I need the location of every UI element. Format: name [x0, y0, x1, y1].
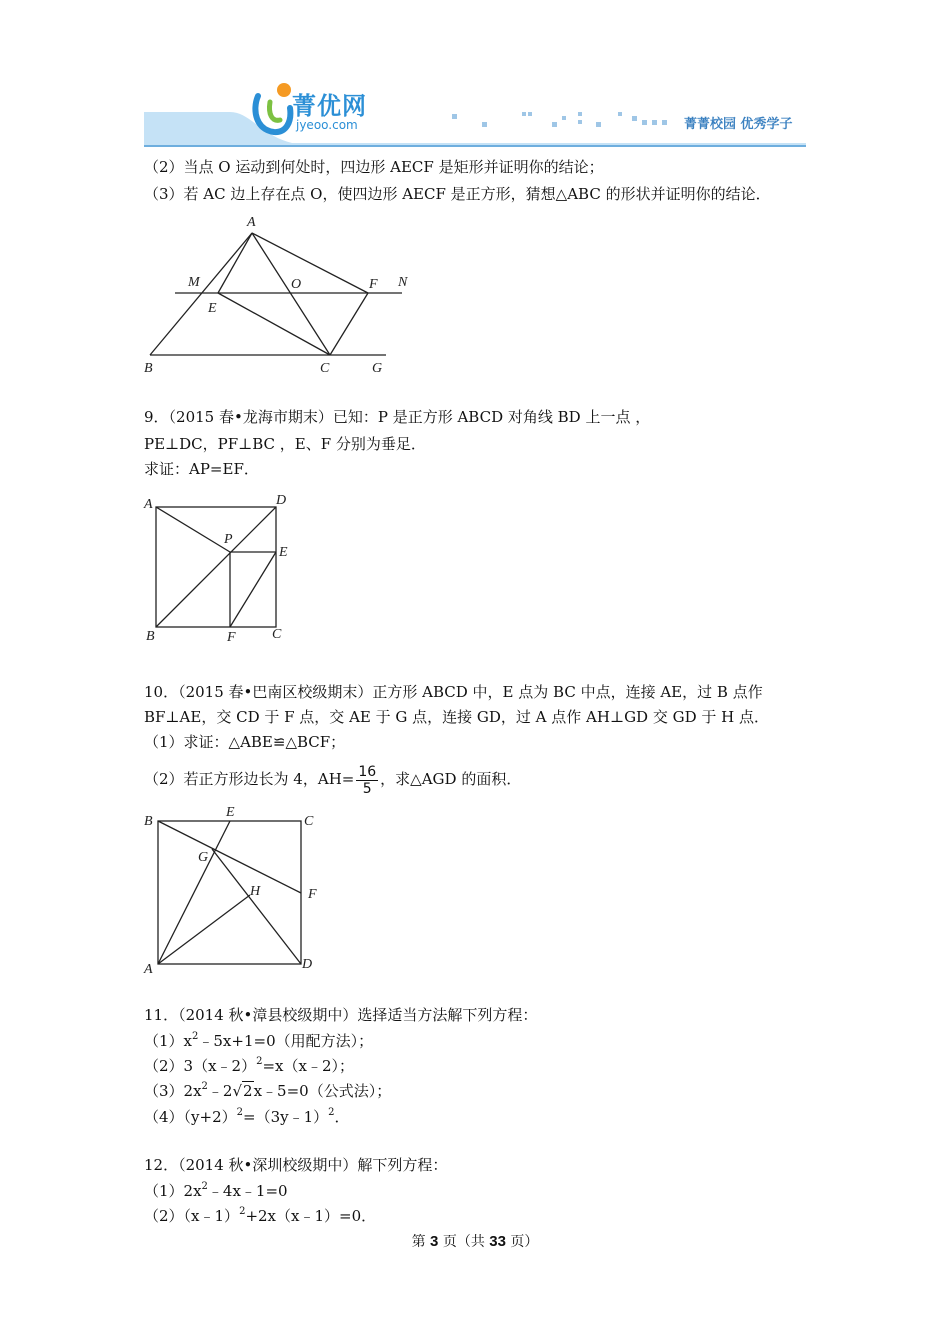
q10-label-a: A	[144, 962, 153, 977]
q10-label-d: D	[302, 957, 313, 972]
q8-label-a: A	[247, 215, 256, 230]
q12-p2-a: （2）（x﹣1）	[144, 1207, 240, 1225]
q10-label-g: G	[198, 850, 209, 865]
q12-p2-b: +2x（x﹣1）=0．	[245, 1207, 377, 1225]
q8-label-f: F	[369, 277, 378, 292]
q10-line3: （1）求证：△ABE≌△BCF；	[144, 733, 346, 751]
header-slogan: 菁菁校园 优秀学子	[684, 117, 793, 132]
q8-part3: （3）若 AC 边上存在点 O，使四边形 AECF 是正方形，猜想△ABC 的形状并证明你的结论．	[144, 185, 771, 203]
q10-label-e: E	[226, 805, 235, 820]
q9-line2: PE⊥DC，PF⊥BC ，E、F 分别为垂足．	[144, 435, 426, 453]
q11-p1-b: ﹣5x+1=0（用配方法）；	[198, 1032, 374, 1050]
q9-label-b: B	[146, 629, 155, 644]
footer-pre: 第	[411, 1234, 431, 1250]
q11-part4	[144, 1107, 350, 1127]
q8-label-m: M	[188, 275, 200, 290]
q10-frac-den: 5	[362, 780, 372, 797]
brand-name: 菁优网	[292, 92, 367, 120]
q12-line1: 12．（2014 秋•深圳校级期中）解下列方程：	[144, 1156, 448, 1174]
q9-line1: 9．（2015 春•龙海市期末）已知：P 是正方形 ABCD 对角线 BD 上一点 ，	[144, 408, 651, 426]
q11-part2	[144, 1056, 354, 1076]
q10-line2: BF⊥AE，交 CD 于 F 点，交 AE 于 G 点，连接 GD，过 A 点作 AH⊥GD 交 GD 于 H 点．	[144, 708, 770, 726]
q11-part3	[144, 1081, 391, 1101]
q12-part1	[144, 1181, 288, 1201]
q9-label-e: E	[279, 545, 288, 560]
q8-part2: （2）当点 O 运动到何处时，四边形 AECF 是矩形并证明你的结论；	[144, 158, 604, 176]
q9-figure	[140, 486, 300, 646]
footer-page-number: 3	[430, 1233, 439, 1250]
q9-label-a: A	[144, 497, 153, 512]
q12-p1-a: （1）2x	[144, 1182, 202, 1200]
q11-p4-c: ．	[334, 1108, 350, 1126]
q11-line1: 11．（2014 秋•漳县校级期中）选择适当方法解下列方程：	[144, 1006, 538, 1024]
q9-label-p: P	[224, 532, 233, 547]
q11-part1	[144, 1031, 373, 1051]
q10-fraction	[356, 764, 378, 797]
q12-p1-sup: 2	[201, 1181, 208, 1192]
footer-mid: 页（共	[438, 1234, 490, 1250]
q9-label-f: F	[227, 630, 236, 645]
footer-total-pages: 33	[489, 1233, 506, 1250]
q11-p3-sup: 2	[201, 1081, 208, 1092]
q8-label-n: N	[398, 275, 408, 290]
q8-label-b: B	[144, 361, 153, 376]
q11-p1-a: （1）x	[144, 1032, 193, 1050]
page-header	[0, 0, 950, 150]
sqrt-symbol: √2	[232, 1082, 253, 1100]
q10-line1: 10．（2015 春•巴南区校级期末）正方形 ABCD 中，E 点为 BC 中点，连接 AE，过 B 点作	[144, 683, 763, 701]
q11-p4-b: =（3y﹣1）	[243, 1108, 329, 1126]
q10-line4	[144, 760, 521, 798]
q11-p2-b: =x（x﹣2）；	[262, 1057, 354, 1075]
q10-label-f: F	[308, 887, 317, 902]
q10-label-c: C	[304, 814, 314, 829]
q8-label-e: E	[208, 301, 217, 316]
q12-p2-sup: 2	[239, 1206, 246, 1217]
q10-line4-post: ，求△AGD 的面积．	[380, 770, 522, 788]
q8-label-c: C	[320, 361, 330, 376]
q11-p3-radicand: 2	[243, 1082, 253, 1100]
q10-label-b: B	[144, 814, 153, 829]
q11-p1-sup: 2	[192, 1031, 199, 1042]
q9-label-c: C	[272, 627, 282, 642]
q11-p2-sup: 2	[256, 1056, 263, 1067]
footer-post: 页）	[505, 1234, 539, 1250]
q10-line4-pre: （2）若正方形边长为 4，AH=	[144, 770, 355, 788]
brand-url: jyeoo.com	[296, 118, 358, 132]
page-footer	[0, 1232, 950, 1252]
q8-label-o: O	[291, 277, 302, 292]
q11-p3-c: x﹣5=0（公式法）；	[253, 1082, 392, 1100]
q8-figure	[140, 208, 430, 378]
q11-p3-a: （3）2x	[144, 1082, 202, 1100]
q9-label-d: D	[276, 493, 287, 508]
q11-p4-a: （4）（y+2）	[144, 1108, 237, 1126]
q12-p1-b: ﹣4x﹣1=0	[207, 1182, 288, 1200]
q12-part2	[144, 1206, 376, 1226]
q8-label-g: G	[372, 361, 383, 376]
q10-label-h: H	[250, 884, 261, 899]
q9-line3: 求证：AP=EF．	[144, 460, 259, 478]
header-band	[0, 0, 950, 150]
q10-frac-num: 16	[358, 763, 377, 780]
q10-figure	[140, 803, 330, 978]
q11-p3-b: ﹣2	[207, 1082, 233, 1100]
q11-p2-a: （2）3（x﹣2）	[144, 1057, 257, 1075]
q11-p4-sup: 2	[236, 1107, 244, 1118]
brand-logo-icon	[250, 80, 298, 142]
q11-p4-sup2: 2	[328, 1107, 335, 1118]
